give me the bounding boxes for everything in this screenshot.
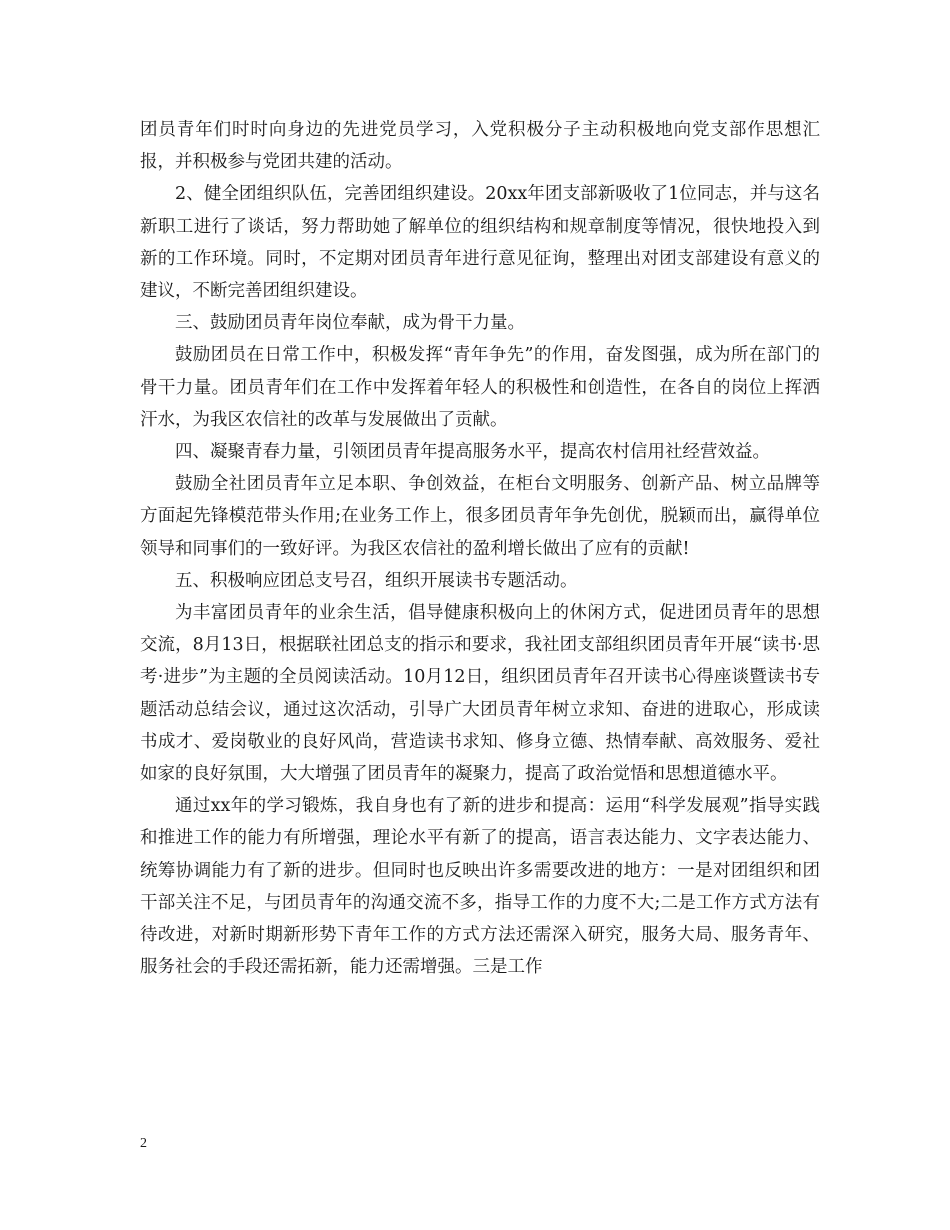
section-heading-4: 四、凝聚青春力量，引领团员青年提高服务水平，提高农村信用社经营效益。 xyxy=(175,442,770,463)
section-heading-3: 三、鼓励团员青年岗位奉献，成为骨干力量。 xyxy=(175,313,525,334)
paragraph-9: 通过xx年的学习锻炼，我自身也有了新的进步和提高：运用“科学发展观”指导实践和推进工作的能力有所增强，理论水平有新了的提高，语言表达能力、文字表达能力、统筹协调能力有了新的进步。但同时也反映出许多需要改进的地方：一是对团组织和团干部关注不足，与团员青年的沟通交流不多，指导工作的力度不大;二是工作方式方法有待改进，对新时期新形势下青年工作的方式方法还需深入研究，服务大局、服务青年、服务社会的手段还需拓新，能力还需增强。三是工作 xyxy=(140,796,820,978)
document-body xyxy=(140,114,820,983)
section-heading-5: 五、积极响应团总支号召，组织开展读书专题活动。 xyxy=(175,570,578,591)
paragraph-4: 鼓励团员在日常工作中，积极发挥“青年争先”的作用，奋发图强，成为所在部门的骨干力量。团员青年们在工作中发挥着年轻人的积极性和创造性，在各自的岗位上挥洒汗水，为我区农信社的改革与发展做出了贡献。 xyxy=(140,345,820,430)
paragraph-8: 为丰富团员青年的业余生活，倡导健康积极向上的休闲方式，促进团员青年的思想交流，8月13日，根据联社团总支的指示和要求，我社团支部组织团员青年开展“读书·思考·进步”为主题的全员阅读活动。10月12日，组织团员青年召开读书心得座谈暨读书专题活动总结会议，通过这次活动，引导广大团员青年树立求知、奋进的进取心，形成读书成才、爱岗敬业的良好风尚，营造读书求知、修身立德、热情奉献、高效服务、爱社如家的良好氛围，大大增强了团员青年的凝聚力，提高了政治觉悟和思想道德水平。 xyxy=(140,603,820,785)
paragraph-1: 团员青年们时时向身边的先进党员学习，入党积极分子主动积极地向党支部作思想汇报，并积极参与党团共建的活动。 xyxy=(140,120,820,173)
paragraph-2: 2、健全团组织队伍，完善团组织建设。20xx年团支部新吸收了1位同志，并与这名新职工进行了谈话，努力帮助她了解单位的组织结构和规章制度等情况，很快地投入到新的工作环境。同时，不定期对团员青年进行意见征询，整理出对团支部建设有意义的建议，不断完善团组织建设。 xyxy=(140,184,820,302)
page-number: 2 xyxy=(140,1136,147,1151)
paragraph-6: 鼓励全社团员青年立足本职、争创效益，在柜台文明服务、创新产品、树立品牌等方面起先锋模范带头作用;在业务工作上，很多团员青年争先创优，脱颖而出，赢得单位领导和同事们的一致好评。为我区农信社的盈利增长做出了应有的贡献! xyxy=(140,474,820,559)
